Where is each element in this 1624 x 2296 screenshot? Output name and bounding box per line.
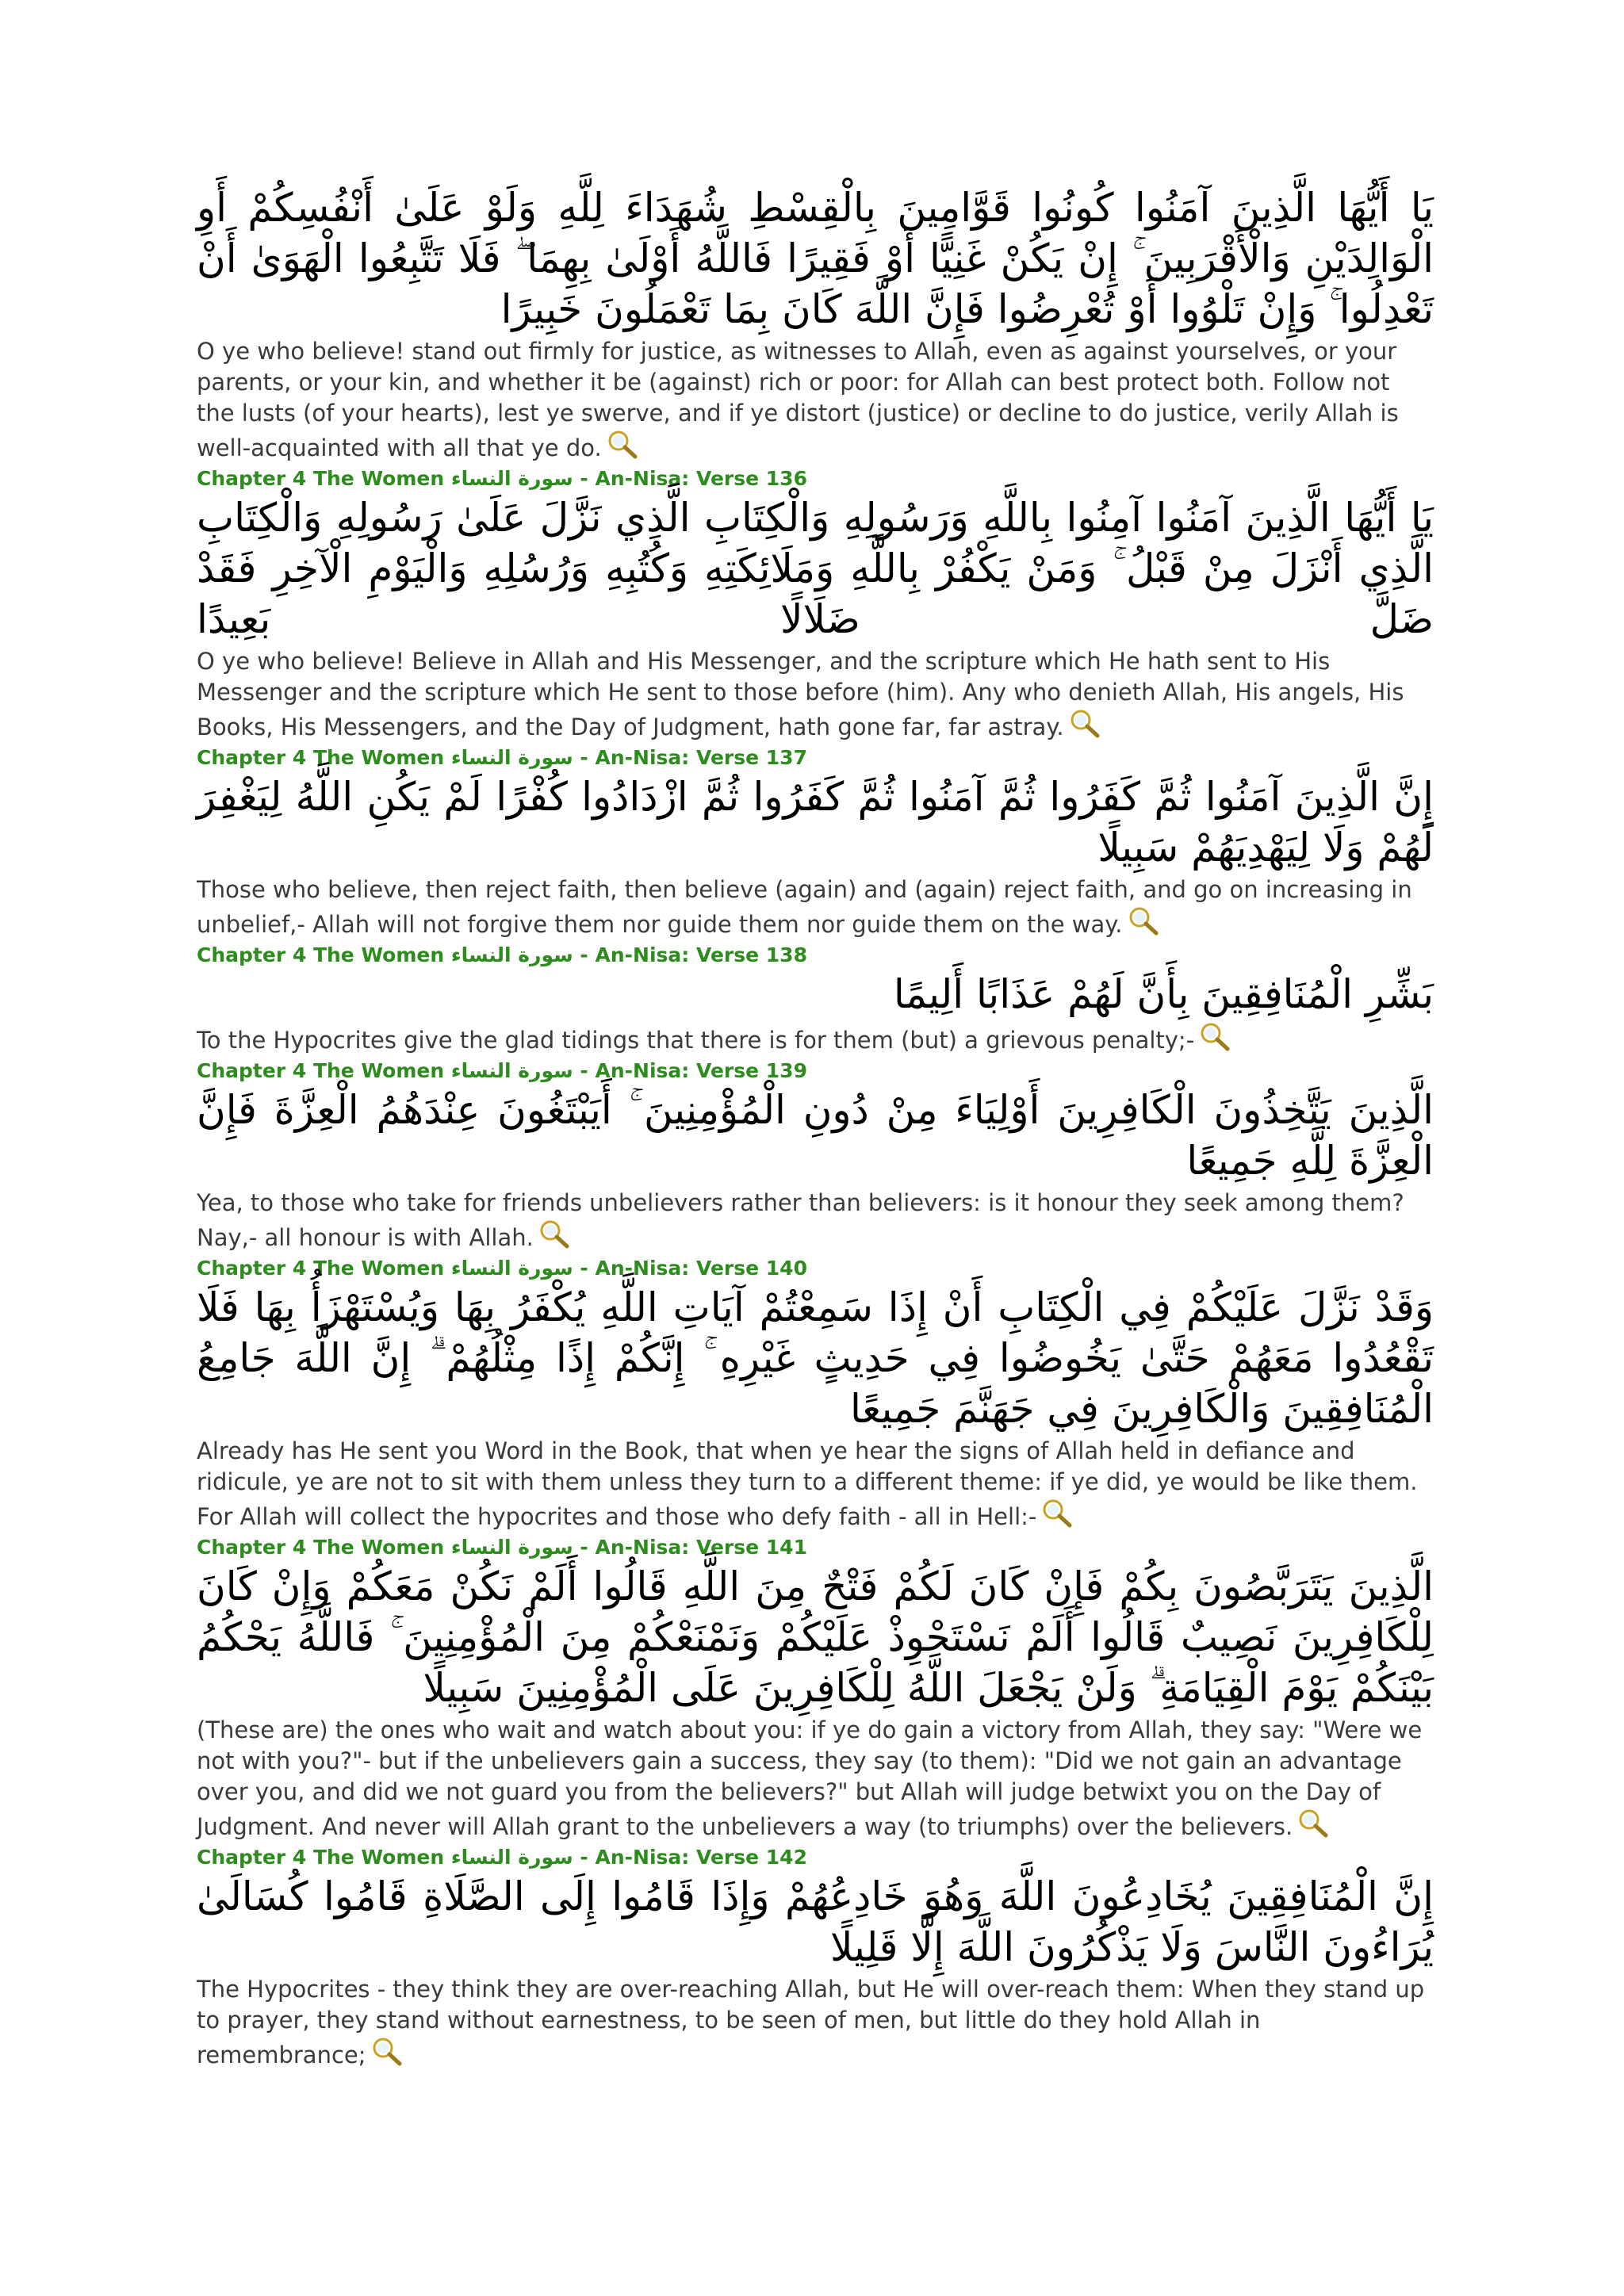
verse-block — [197, 1255, 1434, 1533]
magnifier-icon[interactable] — [1126, 905, 1162, 937]
magnifier-icon[interactable] — [605, 429, 642, 461]
heading-prefix: Chapter 4 The Women — [197, 1536, 451, 1559]
arabic-text: يَا أَيُّهَا الَّذِينَ آمَنُوا كُونُوا قَوَّامِينَ بِالْقِسْطِ شُهَدَاءَ لِلَّهِ وَلَوْ عَلَىٰ أَنْفُسِكُمْ أَوِ الْوَالِدَيْنِ وَالْأَقْرَبِينَ ۚ إِنْ يَكُنْ غَنِيًّا أَوْ فَقِيرًا فَاللَّهُ أَوْلَىٰ بِهِمَا ۖ فَلَا تَتَّبِعُوا الْهَوَىٰ أَنْ تَعْدِلُوا ۚ وَإِنْ تَلْوُوا أَوْ تُعْرِضُوا فَإِنَّ اللَّهَ كَانَ بِمَا تَعْمَلُونَ خَبِيرًا — [197, 185, 1434, 332]
magnifier-icon[interactable] — [1197, 1021, 1234, 1053]
arabic-text: إِنَّ الَّذِينَ آمَنُوا ثُمَّ كَفَرُوا ثُمَّ آمَنُوا ثُمَّ كَفَرُوا ثُمَّ ازْدَادُوا كُفْرًا لَمْ يَكُنِ اللَّهُ لِيَغْفِرَ لَهُمْ وَلَا لِيَهْدِيَهُمْ سَبِيلًا — [197, 774, 1434, 871]
magnifier-icon[interactable] — [1067, 708, 1104, 740]
heading-suffix: - An-Nisa: Verse 136 — [573, 467, 807, 490]
heading-suffix: - An-Nisa: Verse 138 — [573, 943, 807, 966]
heading-suffix: - An-Nisa: Verse 142 — [573, 1846, 807, 1869]
heading-suffix: - An-Nisa: Verse 137 — [573, 746, 807, 769]
heading-surah-arabic: سورة النساء — [450, 1846, 573, 1869]
translation-text — [197, 1974, 1434, 2071]
heading-prefix: Chapter 4 The Women — [197, 1846, 451, 1869]
arabic-text: بَشِّرِ الْمُنَافِقِينَ بِأَنَّ لَهُمْ عَذَابًا أَلِيمًا — [893, 971, 1434, 1017]
translation-text — [197, 336, 1434, 464]
magnifier-icon[interactable] — [1296, 1808, 1332, 1839]
verse-heading — [197, 942, 1434, 969]
heading-suffix: - An-Nisa: Verse 139 — [573, 1059, 807, 1082]
translation-body: Those who believe, then reject faith, then believe (again) and (again) reject faith, and go on increasing in unbelief,- Allah will not forgive them nor guide them nor guide them on the way. — [197, 876, 1412, 938]
heading-prefix: Chapter 4 The Women — [197, 1059, 451, 1082]
verse-block — [197, 1058, 1434, 1253]
verse-block — [197, 1534, 1434, 1843]
arabic-text: إِنَّ الْمُنَافِقِينَ يُخَادِعُونَ اللَّهَ وَهُوَ خَادِعُهُمْ وَإِذَا قَامُوا إِلَى الصَّلَاةِ قَامُوا كُسَالَىٰ يُرَاءُونَ النَّاسَ وَلَا يَذْكُرُونَ اللَّهَ إِلَّا قَلِيلًا — [197, 1873, 1434, 1970]
verse-heading — [197, 1058, 1434, 1085]
translation-text — [197, 646, 1434, 743]
heading-surah-arabic: سورة النساء — [450, 1257, 573, 1280]
arabic-text: الَّذِينَ يَتَرَبَّصُونَ بِكُمْ فَإِنْ كَانَ لَكُمْ فَتْحٌ مِنَ اللَّهِ قَالُوا أَلَمْ نَكُنْ مَعَكُمْ وَإِنْ كَانَ لِلْكَافِرِينَ نَصِيبٌ قَالُوا أَلَمْ نَسْتَحْوِذْ عَلَيْكُمْ وَنَمْنَعْكُمْ مِنَ الْمُؤْمِنِينَ ۚ فَاللَّهُ يَحْكُمُ بَيْنَكُمْ يَوْمَ الْقِيَامَةِ ۗ وَلَنْ يَجْعَلَ اللَّهُ لِلْكَافِرِينَ عَلَى الْمُؤْمِنِينَ سَبِيلًا — [197, 1563, 1434, 1711]
heading-prefix: Chapter 4 The Women — [197, 467, 451, 490]
heading-prefix: Chapter 4 The Women — [197, 1257, 451, 1280]
magnifier-icon[interactable] — [537, 1219, 573, 1250]
verse-block — [197, 465, 1434, 743]
verse-block — [197, 182, 1434, 464]
translation-text — [197, 1188, 1434, 1253]
verse-heading — [197, 744, 1434, 771]
heading-prefix: Chapter 4 The Women — [197, 943, 451, 966]
magnifier-icon[interactable] — [1040, 1498, 1076, 1529]
translation-body: The Hypocrites - they think they are over-reaching Allah, but He will over-reach them: When they stand up to prayer, they stand without earnestness, to be seen of men, but little do they hold Allah in remembrance; — [197, 1976, 1425, 2068]
heading-surah-arabic: سورة النساء — [450, 467, 573, 490]
translation-text — [197, 1021, 1434, 1056]
heading-surah-arabic: سورة النساء — [450, 1536, 573, 1559]
translation-body: O ye who believe! stand out firmly for justice, as witnesses to Allah, even as against yourselves, or your parents, or your kin, and whether it be (against) rich or poor: for Allah can best protect both. Follow not the lusts (of your hearts), lest ye swerve, and if ye distort (justice) or decline to do justice, verily Allah is well-acquainted with all that ye do. — [197, 338, 1399, 461]
heading-prefix: Chapter 4 The Women — [197, 746, 451, 769]
heading-suffix: - An-Nisa: Verse 141 — [573, 1536, 807, 1559]
verse-heading — [197, 1255, 1434, 1282]
arabic-text: يَا أَيُّهَا الَّذِينَ آمَنُوا آمِنُوا بِاللَّهِ وَرَسُولِهِ وَالْكِتَابِ الَّذِي نَزَّلَ عَلَىٰ رَسُولِهِ وَالْكِتَابِ الَّذِي أَنْزَلَ مِنْ قَبْلُ ۚ وَمَنْ يَكْفُرْ بِاللَّهِ وَمَلَائِكَتِهِ وَكُتُبِهِ وَرُسُلِهِ وَالْيَوْمِ الْآخِرِ فَقَدْ ضَلَّ ضَلَالًا بَعِيدًا — [197, 495, 1434, 642]
verse-block — [197, 1844, 1434, 2071]
translation-body: (These are) the ones who wait and watch about you: if ye do gain a victory from Allah, they say: "Were we not with you?"- but if the unbelievers gain a success, they say (to them): "Did we not gain an advantage over you, and did we not guard you from the believers?" but Allah will judge betwixt you on the Day of Judgment. And never will Allah grant to the unbelievers a way (to triumphs) over the believers. — [197, 1716, 1423, 1840]
translation-body: To the Hypocrites give the glad tidings that there is for them (but) a grievous penalty;- — [197, 1027, 1195, 1054]
arabic-text: وَقَدْ نَزَّلَ عَلَيْكُمْ فِي الْكِتَابِ أَنْ إِذَا سَمِعْتُمْ آيَاتِ اللَّهِ يُكْفَرُ بِهَا وَيُسْتَهْزَأُ بِهَا فَلَا تَقْعُدُوا مَعَهُمْ حَتَّىٰ يَخُوضُوا فِي حَدِيثٍ غَيْرِهِ ۚ إِنَّكُمْ إِذًا مِثْلُهُمْ ۗ إِنَّ اللَّهَ جَامِعُ الْمُنَافِقِينَ وَالْكَافِرِينَ فِي جَهَنَّمَ جَمِيعًا — [197, 1284, 1434, 1432]
translation-text — [197, 874, 1434, 940]
verse-block — [197, 942, 1434, 1056]
arabic-text: الَّذِينَ يَتَّخِذُونَ الْكَافِرِينَ أَوْلِيَاءَ مِنْ دُونِ الْمُؤْمِنِينَ ۚ أَيَبْتَغُونَ عِنْدَهُمُ الْعِزَّةَ فَإِنَّ الْعِزَّةَ لِلَّهِ جَمِيعًا — [197, 1087, 1434, 1184]
translation-text — [197, 1436, 1434, 1533]
translation-text — [197, 1715, 1434, 1843]
verse-heading — [197, 465, 1434, 492]
verse-block — [197, 744, 1434, 940]
verse-heading — [197, 1534, 1434, 1561]
verse-list — [197, 182, 1434, 2071]
translation-body: O ye who believe! Believe in Allah and His Messenger, and the scripture which He hath sent to His Messenger and the scripture which He sent to those before (him). Any who denieth Allah, His angels, His Books, His Messengers, and the Day of Judgment, hath gone far, far astray. — [197, 648, 1404, 740]
heading-surah-arabic: سورة النساء — [450, 943, 573, 966]
verse-heading — [197, 1844, 1434, 1871]
magnifier-icon[interactable] — [370, 2036, 406, 2068]
heading-surah-arabic: سورة النساء — [450, 746, 573, 769]
heading-surah-arabic: سورة النساء — [450, 1059, 573, 1082]
translation-body: Yea, to those who take for friends unbelievers rather than believers: is it honour they seek among them? Nay,- all honour is with Allah. — [197, 1189, 1404, 1251]
translation-body: Already has He sent you Word in the Book, that when ye hear the signs of Allah held in defiance and ridicule, ye are not to sit with them unless they turn to a different theme: if ye did, ye would be like them. For Allah will collect the hypocrites and those who defy faith - all in Hell:- — [197, 1437, 1418, 1530]
heading-suffix: - An-Nisa: Verse 140 — [573, 1257, 807, 1280]
